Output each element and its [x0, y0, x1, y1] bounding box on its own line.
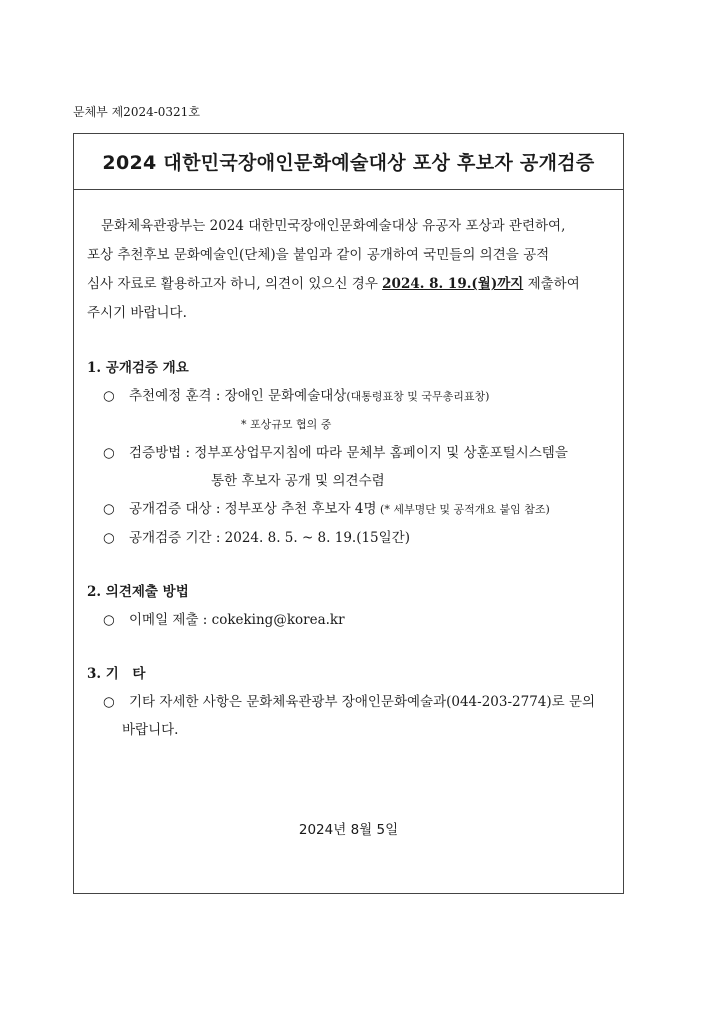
page-title: 2024 대한민국장애인문화예술대상 포상 후보자 공개검증: [102, 152, 595, 174]
item-continuation: 통한 후보자 공개 및 의견수렴: [211, 473, 385, 489]
bullet-icon: ○: [103, 694, 115, 710]
list-item: [87, 439, 614, 467]
list-item: [87, 606, 614, 634]
item-small-text: (* 세부명단 및 공적개요 붙임 참조): [376, 503, 550, 516]
bullet-icon: ○: [103, 445, 115, 461]
item-text: 검증방법 : 정부포상업무지침에 따라 문체부 홈페이지 및 상훈포털시스템을: [129, 445, 568, 461]
bullet-icon: ○: [103, 612, 115, 628]
notice-date: 2024년 8월 5일: [298, 822, 399, 838]
bullet-icon: ○: [103, 388, 115, 404]
item-text: 기타 자세한 사항은 문화체육관광부 장애인문화예술과(044-203-2774)로 문의: [129, 694, 596, 710]
section-etc: [87, 660, 614, 744]
intro-line-1: 문화체육관광부는 2024 대한민국장애인문화예술대상 유공자 포상과 관련하여,: [101, 218, 566, 234]
title-box: [74, 134, 623, 190]
email-text: 이메일 제출 : cokeking@korea.kr: [129, 612, 345, 628]
section-2-title: 2. 의견제출 방법: [87, 584, 189, 600]
item-text: 공개검증 대상 : 정부포상 추천 후보자 4명: [129, 501, 377, 517]
item-small-text: (대통령표창 및 국무총리표창): [346, 390, 490, 403]
document-number: 문체부 제2024-0321호: [73, 105, 200, 119]
intro-line-3: [87, 270, 614, 299]
list-item: [87, 524, 614, 552]
intro-line-3-end: 제출하여: [523, 276, 580, 292]
section-submission: [87, 578, 614, 634]
intro-line-2: 포상 추천후보 문화예술인(단체)을 붙임과 같이 공개하여 국민들의 의견을 공적: [87, 247, 550, 263]
section-1-title: 1. 공개검증 개요: [87, 360, 189, 376]
intro-line-4: 주시기 바랍니다.: [87, 305, 187, 321]
list-item: [87, 688, 614, 716]
item-continuation: 바랍니다.: [122, 722, 179, 738]
list-item: [87, 382, 614, 411]
bullet-icon: ○: [103, 501, 115, 517]
deadline-text: 2024. 8. 19.(월)까지: [382, 276, 524, 292]
notice-body: [87, 212, 614, 744]
item-note: * 포상규모 협의 중: [241, 418, 332, 431]
item-text: 공개검증 기간 : 2024. 8. 5. ~ 8. 19.(15일간): [129, 530, 410, 546]
bullet-icon: ○: [103, 530, 115, 546]
section-overview: [87, 354, 614, 552]
intro-paragraph: [87, 212, 614, 328]
item-text: 추천예정 훈격 : 장애인 문화예술대상: [129, 388, 347, 404]
list-item: [87, 495, 614, 524]
section-3-title: 3. 기 타: [87, 666, 146, 682]
intro-line-3-text: 심사 자료로 활용하고자 하니, 의견이 있으신 경우: [87, 276, 383, 292]
notice-frame: [73, 133, 624, 894]
